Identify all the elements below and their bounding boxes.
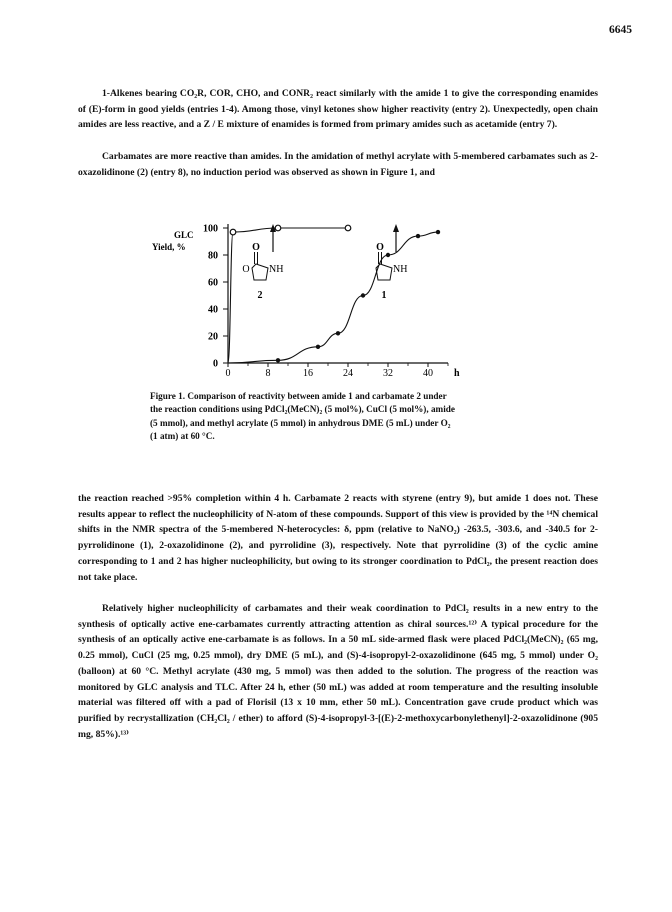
data-point-compound-1 <box>316 345 320 349</box>
x-tick-label: 0 <box>225 368 231 379</box>
y-axis-label-line2: Yield, % <box>152 242 186 252</box>
compound-structure-1 <box>376 224 407 301</box>
carbonyl-oxygen: O <box>252 242 260 253</box>
ring-outline <box>252 264 268 280</box>
data-point-compound-2 <box>345 225 351 231</box>
data-point-compound-1 <box>336 331 340 335</box>
data-point-compound-2 <box>230 229 236 235</box>
y-tick-label: 0 <box>213 358 218 370</box>
series-line-compound-2 <box>228 228 348 363</box>
arrow-head <box>393 224 399 232</box>
caption-text: Comparison of reactivity between amide 1 and carbamate 2 under the reaction conditions using PdCl₂(MeCN)₂ (5 mol%), CuCl (5 mol%), amide (5 mmol), and methyl acrylate (5 mmol) in anhydrous DME (5 mL) under O₂ (1 atm) at 60 °C. <box>150 391 455 442</box>
paragraph-2: Carbamates are more reactive than amides. In the amidation of methyl acrylate with 5-membered carbamates such as 2-oxazolidinone (2) (entry 8), no induction period was observed as shown in Figure 1, and <box>78 151 598 178</box>
figure-1-chart <box>140 208 460 388</box>
ring-oxygen: O <box>242 264 250 275</box>
ring-nh: NH <box>393 264 408 275</box>
x-tick-label: 8 <box>265 368 271 379</box>
x-tick-label: 32 <box>383 368 393 379</box>
y-tick-label: 60 <box>208 277 218 289</box>
chart-axes <box>203 224 460 380</box>
data-point-compound-1 <box>276 358 280 362</box>
y-tick-label: 100 <box>203 223 218 235</box>
x-axis-unit: h <box>454 368 460 379</box>
caption-label: Figure 1. <box>150 391 186 401</box>
compound-structures <box>242 224 407 301</box>
compound-number-label: 2 <box>257 290 263 301</box>
data-point-compound-1 <box>386 253 390 257</box>
x-tick-label: 40 <box>423 368 433 379</box>
y-tick-label: 40 <box>208 304 218 316</box>
ring-nh: NH <box>269 264 284 275</box>
data-point-compound-1 <box>361 293 365 297</box>
data-point-compound-1 <box>416 234 420 238</box>
page-number: 6645 <box>609 24 632 36</box>
y-tick-label: 80 <box>208 250 218 262</box>
y-axis-label-line1: GLC <box>174 230 194 240</box>
compound-structure-2 <box>242 224 283 301</box>
paragraph-4: Relatively higher nucleophilicity of carbamates and their weak coordination to PdCl₂ results in a new entry to the synthesis of optically active ene-carbamates currently attracting attention as chiral sources.¹²⁾ A typical procedure for the synthesis of an optically active ene-carbamate is as follows. In a 50 mL side-armed flask were placed PdCl₂(MeCN)₂ (65 mg, 0.25 mmol), CuCl (25 mg, 0.25 mmol), dry DME (5 mL), and (S)-4-isopropyl-2-oxazolidinone (645 mg, 5 mmol) under O₂ (balloon) at 60 °C. Methyl acrylate (430 mg, 5 mmol) was then added to the solution. The progress of the reaction was monitored by GLC analysis and TLC. After 24 h, ether (50 mL) was added at room temperature and the resulting insoluble material was filtered off with a pad of Florisil (13 x 10 mm, ether 50 mL). Concentration gave crude product which was purified by recrystallization (CH₂Cl₂ / ether) to afford (S)-4-isopropyl-3-[(E)-2-methoxycarbonylethenyl]-2-oxazolidinone (905 mg, 85%).¹³⁾ <box>78 603 598 740</box>
data-point-compound-2 <box>275 225 281 231</box>
compound-number-label: 1 <box>381 290 387 301</box>
figure-caption <box>150 390 460 444</box>
y-tick-label: 20 <box>208 331 218 343</box>
carbonyl-oxygen: O <box>376 242 384 253</box>
x-tick-label: 16 <box>303 368 313 379</box>
paragraph-3: the reaction reached >95% completion within 4 h. Carbamate 2 reacts with styrene (entry 9), but amide 1 does not. These results appear to reflect the nucleophilicity of N-atom of these compounds. Support of this view is provided by the ¹⁴N chemical shifts in the NMR spectra of the 5-membered N-heterocycles: δ, ppm (relative to NaNO₂) -263.5, -303.6, and -340.5 for 2-pyrrolidinone (1), 2-oxazolidinone (2), and pyrrolidine (3), respectively. Note that pyrrolidine (3) of the cyclic amine corresponding to 1 and 2 has higher nucleophilicity, but owing to its stronger coordination to PdCl₂, the present reaction does not take place. <box>78 493 598 583</box>
data-point-compound-1 <box>436 230 440 234</box>
x-tick-label: 24 <box>343 368 353 379</box>
paragraph-1: 1-Alkenes bearing CO₂R, COR, CHO, and CONR₂ react similarly with the amide 1 to give the corresponding enamides of (E)-form in good yields (entries 1-4). Among those, vinyl ketones show higher reactivity (entry 2). Unexpectedly, open chain amides are less reactive, and a Z / E mixture of enamides is formed from primary amides such as acetamide (entry 7). <box>78 88 598 131</box>
